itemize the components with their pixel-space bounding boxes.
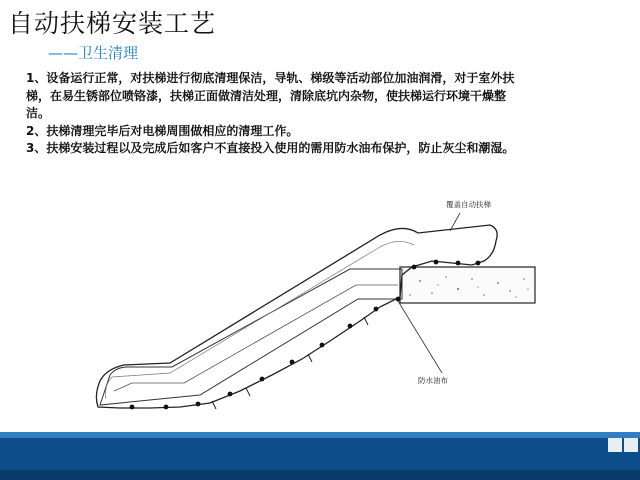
slide-subtitle: ——卫生清理	[48, 44, 139, 62]
paragraph-1: 1、设备运行正常，对扶梯进行彻底清理保洁，导轨、梯级等活动部位加油润滑，对于室外扶梯，在易生锈部位喷铬漆，扶梯正面做清洁处理，清除底坑内杂物，使扶梯运行环境干燥整洁。	[26, 71, 515, 120]
escalator-diagram	[80, 195, 550, 425]
floor-slab	[400, 267, 535, 303]
label-tarp: 防水油布	[418, 376, 448, 385]
leader-tarp	[398, 301, 442, 373]
paragraph-2: 2、扶梯清理完毕后对电梯周围做相应的清理工作。	[26, 123, 299, 138]
escalator-truss	[100, 269, 402, 405]
slide-title: 自动扶梯安装工艺	[8, 9, 217, 38]
footer-square-left	[608, 438, 622, 452]
footer-band	[0, 432, 640, 480]
paragraph-3: 3、扶梯安装过程以及完成后如客户不直接投入使用的需用防水油布保护，防止灰尘和潮湿。	[26, 141, 515, 155]
label-cover: 覆盖自动扶梯	[446, 200, 491, 209]
footer-square-right	[624, 438, 638, 452]
body-text	[26, 70, 526, 158]
